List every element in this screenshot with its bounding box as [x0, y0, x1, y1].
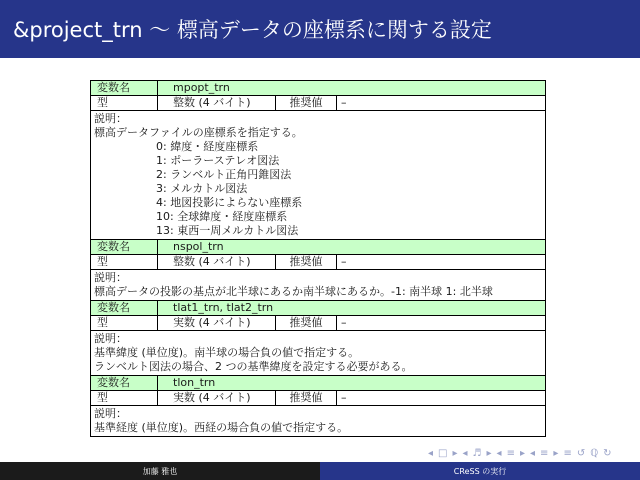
footer: [0, 462, 640, 480]
type-value: 整数 (4 バイト): [158, 96, 276, 111]
nav-icon[interactable]: ▸: [553, 448, 559, 459]
recommended-value: –: [337, 96, 546, 111]
var-name-value: tlon_trn: [158, 376, 546, 391]
nav-icon[interactable]: ◂: [462, 448, 468, 459]
nav-icon[interactable]: ▸: [519, 448, 525, 459]
variable-row: [91, 376, 546, 391]
var-name-value: tlat1_trn, tlat2_trn: [158, 301, 546, 316]
nav-icon[interactable]: ◂: [530, 448, 536, 459]
description-label: 説明：: [94, 112, 127, 125]
description-cell: [91, 406, 546, 437]
recommended-label: 推奨値: [276, 96, 337, 111]
nav-icon[interactable]: ♬: [472, 448, 482, 459]
type-value: 実数 (4 バイト): [158, 316, 276, 331]
var-name-label: 変数名: [91, 240, 158, 255]
description-row: [91, 270, 546, 301]
var-name-label: 変数名: [91, 376, 158, 391]
parameter-table: [90, 80, 546, 437]
nav-icon[interactable]: ▸: [486, 448, 492, 459]
description-label: 説明：: [94, 407, 127, 420]
description-label: 説明：: [94, 271, 127, 284]
nav-icon[interactable]: ▸: [452, 448, 458, 459]
description-row: [91, 406, 546, 437]
type-value: 実数 (4 バイト): [158, 391, 276, 406]
description-label: 説明：: [94, 332, 127, 345]
recommended-label: 推奨値: [276, 391, 337, 406]
recommended-value: –: [337, 316, 546, 331]
recommended-label: 推奨値: [276, 316, 337, 331]
description-cell: [91, 111, 546, 240]
nav-icon[interactable]: ◂: [428, 448, 434, 459]
type-label: 型: [91, 96, 158, 111]
nav-icon[interactable]: ↺: [576, 448, 586, 459]
type-row: [91, 255, 546, 270]
beamer-navigation: [428, 448, 612, 459]
footer-title: CReSS の実行: [320, 462, 640, 480]
nav-icon[interactable]: □: [438, 448, 448, 459]
var-name-value: mpopt_trn: [158, 81, 546, 96]
option-item: 3: メルカトル図法: [156, 182, 248, 195]
recommended-value: –: [337, 255, 546, 270]
type-label: 型: [91, 255, 158, 270]
type-row: [91, 391, 546, 406]
nav-icon[interactable]: ≡: [563, 448, 572, 459]
variable-row: [91, 240, 546, 255]
description-row: [91, 331, 546, 376]
nav-icon[interactable]: ℚ: [590, 448, 599, 459]
description-text: 基準緯度 (単位度)。南半球の場合負の値で指定する。: [94, 346, 360, 359]
type-label: 型: [91, 391, 158, 406]
variable-row: [91, 301, 546, 316]
slide-header: [0, 0, 640, 58]
option-item: 13: 東西一周メルカトル図法: [156, 224, 299, 237]
slide-title: &project_trn 〜 標高データの座標系に関する設定: [13, 18, 492, 42]
description-text: ランベルト図法の場合、2 つの基準緯度を設定する必要がある。: [94, 360, 413, 373]
description-text: 標高データの投影の基点が北半球にあるか南半球にあるか。-1: 南半球 1: 北半球: [94, 285, 493, 298]
type-label: 型: [91, 316, 158, 331]
var-name-label: 変数名: [91, 81, 158, 96]
option-item: 10: 全球緯度・経度座標系: [156, 210, 288, 223]
option-item: 1: ポーラーステレオ図法: [156, 154, 280, 167]
var-name-value: nspol_trn: [158, 240, 546, 255]
variable-row: [91, 81, 546, 96]
type-row: [91, 316, 546, 331]
description-text: 基準経度 (単位度)。西経の場合負の値で指定する。: [94, 421, 349, 434]
nav-icon[interactable]: ◂: [496, 448, 502, 459]
description-cell: [91, 331, 546, 376]
recommended-label: 推奨値: [276, 255, 337, 270]
type-value: 整数 (4 バイト): [158, 255, 276, 270]
option-item: 4: 地図投影によらない座標系: [156, 196, 303, 209]
nav-icon[interactable]: ↻: [603, 448, 612, 459]
nav-icon[interactable]: ≡: [540, 448, 549, 459]
description-text: 標高データファイルの座標系を指定する。: [94, 126, 303, 139]
option-item: 0: 緯度・経度座標系: [156, 140, 259, 153]
description-cell: [91, 270, 546, 301]
type-row: [91, 96, 546, 111]
description-row: [91, 111, 546, 240]
recommended-value: –: [337, 391, 546, 406]
nav-icon[interactable]: ≡: [506, 448, 515, 459]
var-name-label: 変数名: [91, 301, 158, 316]
footer-author: 加藤 雅也: [0, 462, 320, 480]
option-item: 2: ランベルト正角円錐図法: [156, 168, 292, 181]
